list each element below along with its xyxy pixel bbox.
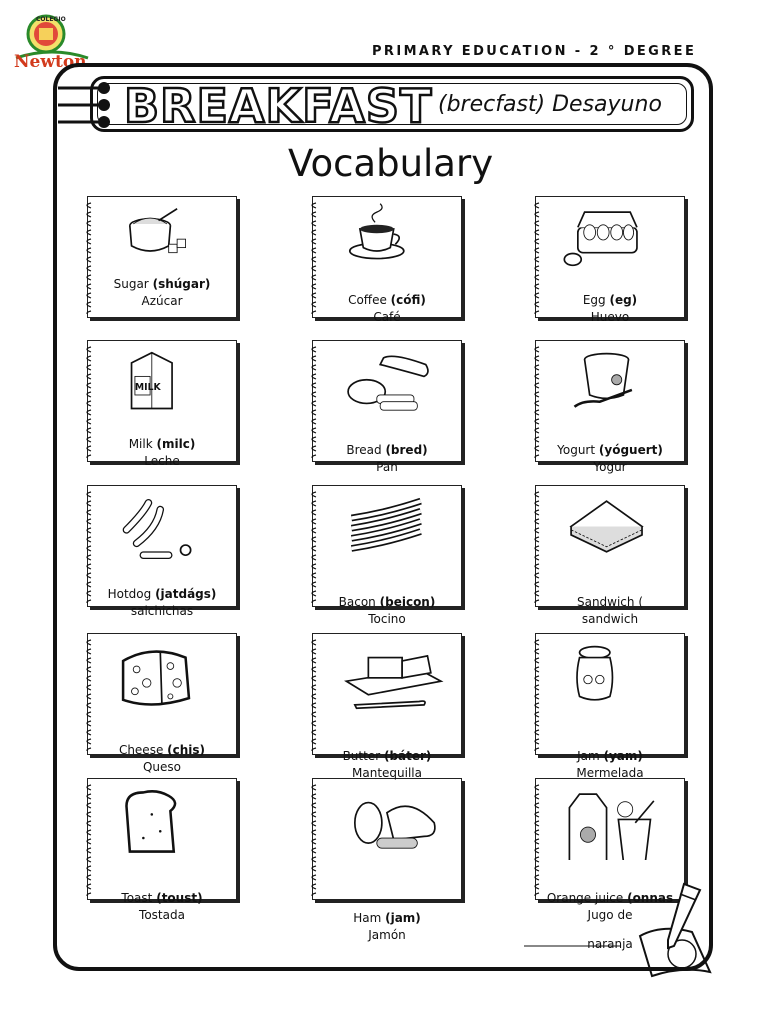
page-subtitle: (brecfast) Desayuno xyxy=(438,92,662,117)
milk-carton-icon xyxy=(111,346,223,422)
vocab-word: Hotdog xyxy=(107,587,152,601)
vocab-label xyxy=(535,292,685,326)
vocab-word: Sugar xyxy=(113,277,149,291)
vocab-spanish: Pan xyxy=(376,460,398,474)
vocab-label xyxy=(535,442,685,476)
coffee-cup-icon xyxy=(336,202,448,278)
egg-carton-icon xyxy=(559,202,671,278)
vocab-pronunciation: (chis) xyxy=(167,743,206,757)
binder-rings-icon xyxy=(58,80,118,130)
cheese-icon xyxy=(111,639,223,715)
svg-text:MILK: MILK xyxy=(134,381,161,393)
vocab-card xyxy=(308,633,460,755)
vocab-label xyxy=(87,890,237,924)
vocab-word: Jam xyxy=(577,749,600,763)
school-name: Newton xyxy=(14,52,87,72)
vocab-pronunciation: (jam) xyxy=(385,911,421,925)
vocab-spanish: sandwich xyxy=(581,612,639,626)
vocab-label xyxy=(87,586,237,620)
vocab-label xyxy=(312,442,462,476)
vocab-word: Coffee xyxy=(348,293,387,307)
vocab-card xyxy=(308,485,460,607)
vocab-pronunciation: (eg) xyxy=(609,293,638,307)
bacon-icon xyxy=(336,491,448,567)
vocab-word: Bacon xyxy=(338,595,376,609)
bread-icon xyxy=(336,346,448,422)
vocab-spanish: Jugo de xyxy=(587,908,633,922)
vocab-spanish: Tocino xyxy=(368,612,406,626)
vocab-spanish: Mantequilla xyxy=(352,766,422,780)
vocab-spanish: Queso xyxy=(142,760,182,774)
butter-icon xyxy=(336,639,448,715)
header-level: PRIMARY EDUCATION - 2 ° DEGREE xyxy=(372,44,697,59)
vocab-spanish: Huevo xyxy=(590,310,630,324)
vocab-spanish: salchichas xyxy=(130,604,194,618)
vocab-word: Orange juice xyxy=(546,891,624,905)
vocab-card xyxy=(83,633,235,755)
vocab-pronunciation: (yam) xyxy=(603,749,643,763)
toast-icon xyxy=(111,784,223,860)
vocab-word: Toast xyxy=(121,891,153,905)
vocab-pronunciation: (milc) xyxy=(156,437,196,451)
vocab-label xyxy=(312,292,462,326)
vocab-spanish: Jamón xyxy=(368,928,406,942)
vocab-word: Bread xyxy=(346,443,382,457)
vocab-label xyxy=(312,594,462,628)
vocab-pronunciation: (toust) xyxy=(156,891,203,905)
sausages-icon xyxy=(111,491,223,567)
vocab-pronunciation: (jatdágs) xyxy=(155,587,217,601)
vocab-label xyxy=(87,276,237,310)
vocab-spanish: Yogur xyxy=(593,460,627,474)
vocab-label xyxy=(312,748,462,782)
vocab-word: Egg xyxy=(582,293,606,307)
vocab-spanish-2: naranja xyxy=(587,937,633,951)
vocab-word: Sandwich ( xyxy=(576,595,644,609)
vocab-label xyxy=(535,748,685,782)
vocab-word: Milk xyxy=(128,437,153,451)
vocab-card xyxy=(308,778,460,900)
vocab-word: Yogurt xyxy=(557,443,596,457)
vocab-pronunciation: (cófi) xyxy=(390,293,426,307)
vocab-label xyxy=(87,436,237,470)
vocab-spanish: Azúcar xyxy=(141,294,183,308)
vocab-pronunciation: (yóguert) xyxy=(598,443,663,457)
vocab-pronunciation: (beicon) xyxy=(379,595,436,609)
ham-icon xyxy=(336,784,448,860)
vocab-label xyxy=(87,742,237,776)
school-small-text: COLEGIO xyxy=(36,16,66,23)
section-title: Vocabulary xyxy=(288,142,494,185)
vocab-pronunciation: (onnas xyxy=(627,891,674,905)
orange-juice-icon xyxy=(559,784,671,860)
vocab-spanish: Mermelada xyxy=(576,766,644,780)
vocab-label xyxy=(312,910,462,944)
vocab-label xyxy=(535,890,685,953)
sandwich-icon xyxy=(559,491,671,567)
vocab-word: Cheese xyxy=(118,743,164,757)
vocab-spanish: Tostada xyxy=(139,908,185,922)
yogurt-icon xyxy=(559,346,671,422)
sugar-bowl-icon xyxy=(111,202,223,278)
vocab-word: Ham xyxy=(353,911,382,925)
vocab-spanish: Café xyxy=(373,310,401,324)
vocab-card xyxy=(531,633,683,755)
vocab-spanish: Leche xyxy=(144,454,180,468)
vocab-card xyxy=(83,778,235,900)
vocab-pronunciation: (shúgar) xyxy=(152,277,211,291)
vocab-pronunciation: (báter) xyxy=(383,749,432,763)
vocab-card xyxy=(531,485,683,607)
vocab-word: Butter xyxy=(342,749,381,763)
jam-jar-icon xyxy=(559,639,671,715)
vocab-pronunciation: (bred) xyxy=(385,443,428,457)
page-title: BREAKFAST xyxy=(124,79,433,133)
vocab-label xyxy=(535,594,685,628)
